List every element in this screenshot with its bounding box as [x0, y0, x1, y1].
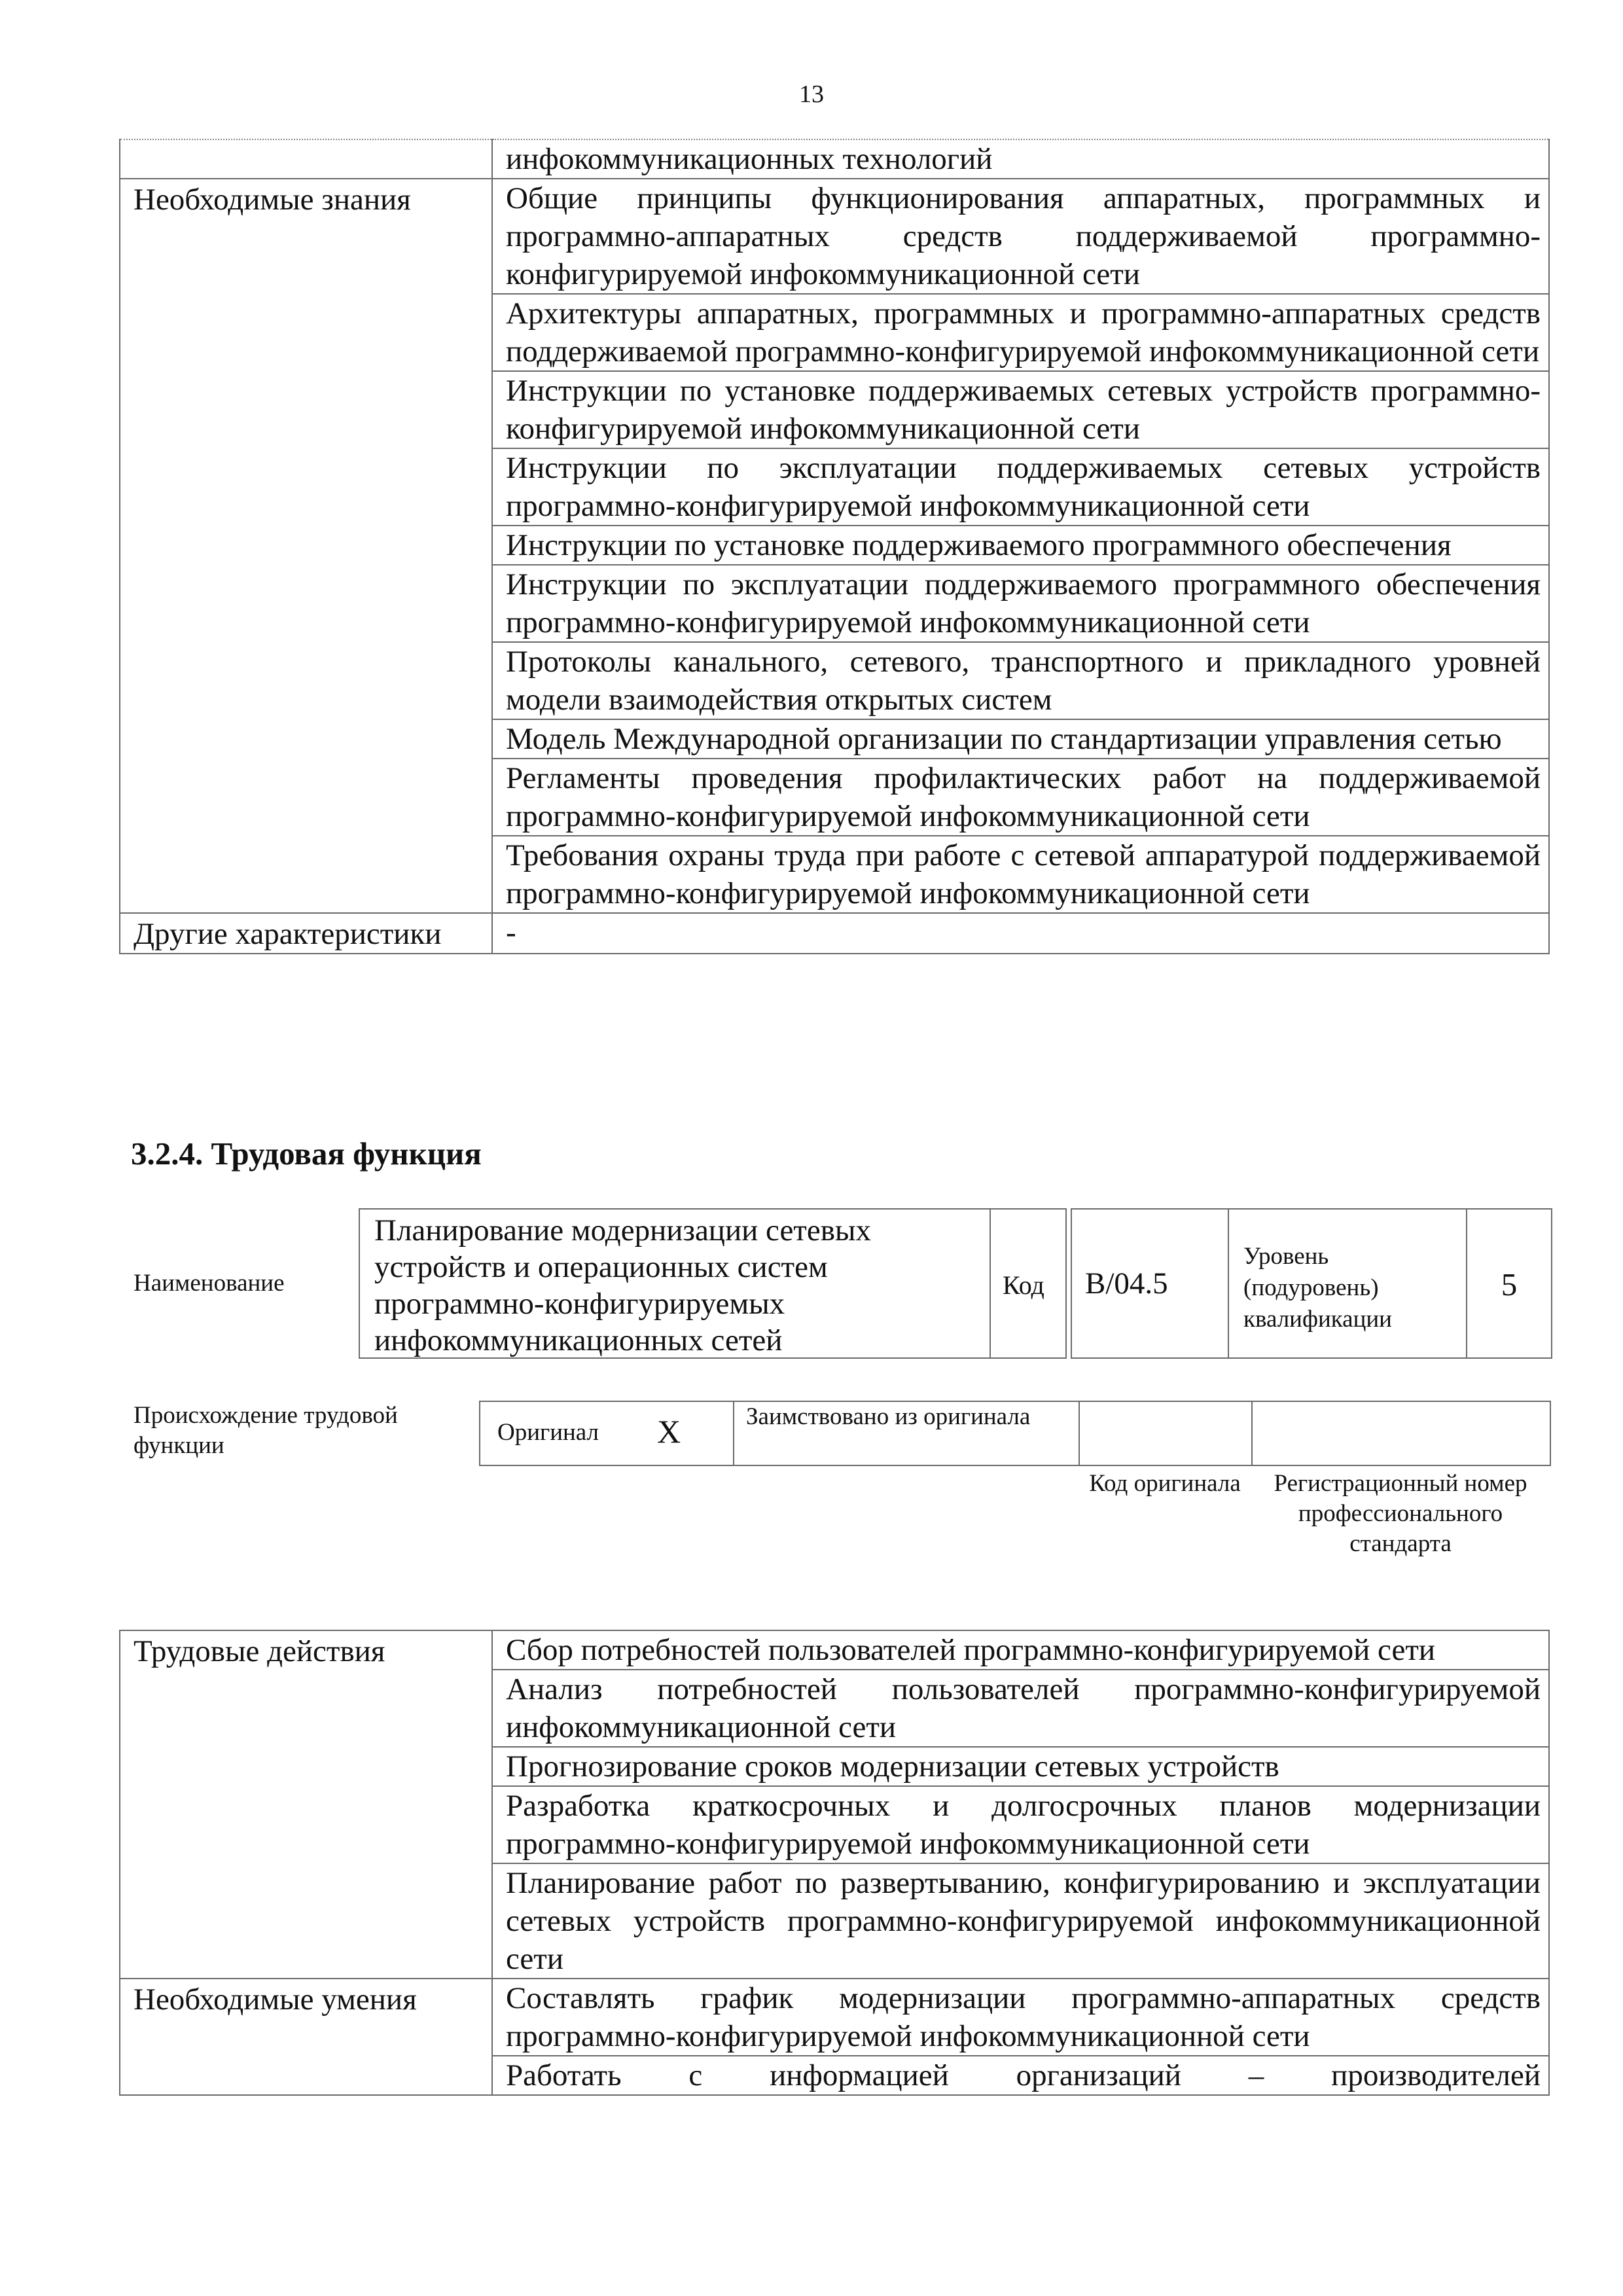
- level-value: 5: [1501, 1266, 1518, 1302]
- action-item: Разработка краткосрочных и долгосрочных планов модернизации программно-конфигурируемой инфокоммуникационной сети: [492, 1786, 1549, 1863]
- name-box: [359, 1208, 991, 1359]
- original-mark: X: [657, 1413, 681, 1450]
- code-value: B/04.5: [1085, 1266, 1168, 1300]
- level-label: Уровень (подуровень) квалификации: [1243, 1243, 1392, 1333]
- table-row: [120, 1630, 1549, 1670]
- page-number: 13: [799, 81, 824, 108]
- origin-label: Происхождение трудовой функции: [134, 1402, 398, 1459]
- table-row: [120, 179, 1549, 294]
- knowledge-item: Инструкции по установке поддерживаемого программного обеспечения: [492, 526, 1549, 565]
- skill-item: Составлять график модернизации программно-аппаратных средств программно-конфигурируемой инфокоммуникационной сети: [492, 1979, 1549, 2056]
- actions-label: Трудовые действия: [120, 1630, 492, 1979]
- skills-label: Необходимые умения: [120, 1979, 492, 2095]
- knowledge-item: Инструкции по эксплуатации поддерживаемых сетевых устройств программно-конфигурируемой инфокоммуникационной сети: [492, 448, 1549, 526]
- knowledge-item: Инструкции по эксплуатации поддерживаемого программного обеспечения программно-конфигурируемой инфокоммуникационной сети: [492, 565, 1549, 642]
- name-label: Наименование: [134, 1270, 285, 1297]
- original-label: Оригинал: [497, 1419, 599, 1446]
- reg-number-caption: Регистрационный номер профессионального стандарта: [1274, 1470, 1527, 1557]
- code-box: [1071, 1208, 1229, 1359]
- action-item: Сбор потребностей пользователей программно-конфигурируемой сети: [492, 1630, 1549, 1670]
- level-label-box: [1226, 1208, 1467, 1359]
- original-box: [479, 1401, 734, 1466]
- level-box: [1466, 1208, 1552, 1359]
- orig-code-caption: Код оригинала: [1089, 1470, 1241, 1497]
- other-label: Другие характеристики: [120, 913, 492, 954]
- knowledge-label: Необходимые знания: [120, 179, 492, 913]
- code-label-box: [988, 1208, 1067, 1359]
- table-row: [120, 139, 1549, 179]
- actions-table: [119, 1630, 1550, 2096]
- action-item: Анализ потребностей пользователей программно-конфигурируемой инфокоммуникационной сети: [492, 1670, 1549, 1747]
- action-item: Планирование работ по развертыванию, конфигурированию и эксплуатации сетевых устройств программно-конфигурируемой инфокоммуникационной сети: [492, 1863, 1549, 1979]
- knowledge-item: Регламенты проведения профилактических работ на поддерживаемой программно-конфигурируемой инфокоммуникационной сети: [492, 759, 1549, 836]
- reg-number-box: [1251, 1401, 1551, 1466]
- knowledge-item: Протоколы канального, сетевого, транспортного и прикладного уровней модели взаимодействия открытых систем: [492, 642, 1549, 719]
- empty-label-cell: [120, 139, 492, 179]
- knowledge-item: Инструкции по установке поддерживаемых сетевых устройств программно-конфигурируемой инфокоммуникационной сети: [492, 371, 1549, 448]
- knowledge-table: [119, 139, 1550, 954]
- table-row: [120, 913, 1549, 954]
- name-value: Планирование модернизации сетевых устройств и операционных систем программно-конфигурируемых инфокоммуникационных сетей: [374, 1213, 871, 1357]
- skill-item: Работать с информацией организаций – производителей: [492, 2056, 1549, 2095]
- section-heading: 3.2.4. Трудовая функция: [131, 1136, 482, 1172]
- table-row: [120, 1979, 1549, 2056]
- continuation-cell: [492, 139, 1549, 179]
- borrowed-box: [732, 1401, 1080, 1466]
- knowledge-item: Требования охраны труда при работе с сетевой аппаратурой поддерживаемой программно-конфигурируемой инфокоммуникационной сети: [492, 836, 1549, 913]
- knowledge-item: Общие принципы функционирования аппаратных, программных и программно-аппаратных средств поддерживаемой программно-конфигурируемой инфокоммуникационной сети: [492, 179, 1549, 294]
- code-label: Код: [1003, 1270, 1044, 1300]
- knowledge-item: Модель Международной организации по стандартизации управления сетью: [492, 719, 1549, 759]
- continuation-text: инфокоммуникационных технологий: [506, 142, 993, 176]
- action-item: Прогнозирование сроков модернизации сетевых устройств: [492, 1747, 1549, 1786]
- orig-code-box: [1079, 1401, 1253, 1466]
- knowledge-item: Архитектуры аппаратных, программных и программно-аппаратных средств поддерживаемой программно-конфигурируемой инфокоммуникационной сети: [492, 294, 1549, 371]
- borrowed-label: Заимствовано из оригинала: [746, 1403, 1031, 1430]
- other-value: -: [492, 913, 1549, 954]
